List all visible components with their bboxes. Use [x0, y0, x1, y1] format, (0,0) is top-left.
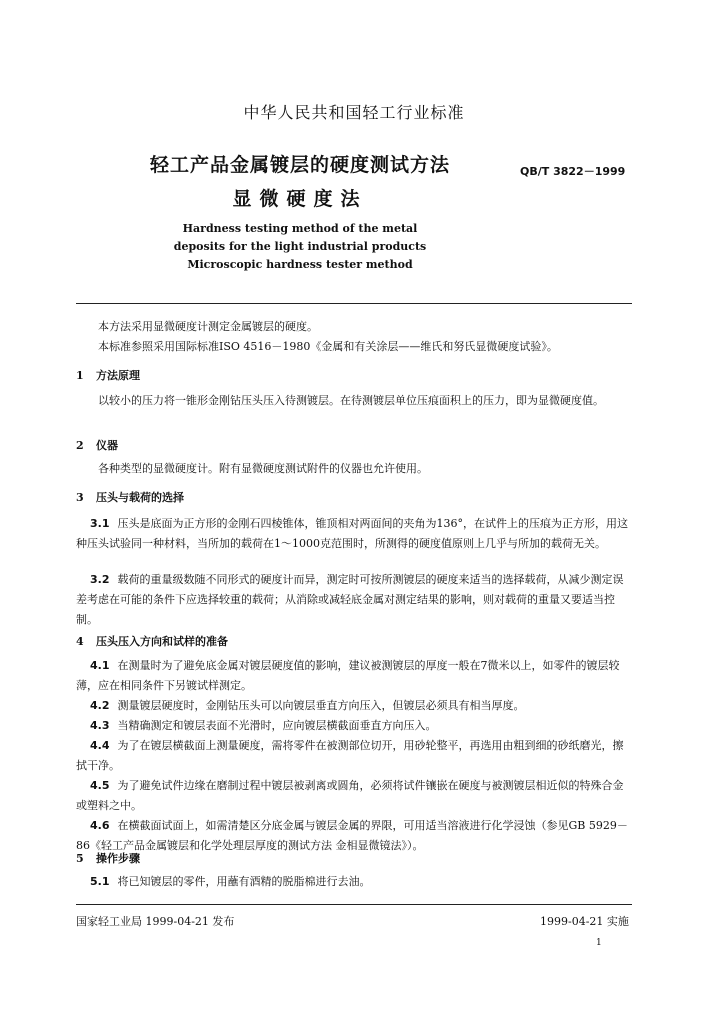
- title-en-line-1: Hardness testing method of the metal: [182, 222, 418, 235]
- section-3-heading: [76, 489, 184, 505]
- clause-text: 在横截面试面上，如需清楚区分底金属与镀层金属的界限，可用适当溶液进行化学浸蚀（参见GB 5929－86《轻工产品金属镀层和化学处理层厚度的测试方法 金相显微镜法》）。: [76, 819, 628, 852]
- section-number: 5: [76, 852, 84, 865]
- title-cn-line-2: 显微硬度法: [232, 188, 368, 210]
- clause-3-1: [76, 514, 634, 554]
- section-5-heading: [76, 850, 140, 866]
- clause-text: 测量镀层硬度时，金刚钻压头可以向镀层垂直方向压入，但镀层必须具有相当厚度。: [117, 699, 525, 712]
- clause-4-4: [76, 736, 634, 776]
- section-1-heading: [76, 367, 140, 383]
- clause-number: 4.3: [90, 719, 110, 732]
- clause-5-1: [76, 872, 634, 892]
- header-rule: [76, 303, 632, 304]
- clause-text: 将已知镀层的零件，用蘸有酒精的脱脂棉进行去油。: [117, 875, 371, 888]
- intro-paragraph-1: 本方法采用显微硬度计测定金属镀层的硬度。: [98, 320, 318, 333]
- clause-text: 在测量时为了避免底金属对镀层硬度值的影响，建议被测镀层的厚度一般在7微米以上，如零件的镀层较薄，应在相同条件下另镀试样测定。: [76, 659, 620, 692]
- clause-text: 为了在镀层横截面上测量硬度，需将零件在被测部位切开，用砂轮整平，再选用由粗到细的砂纸磨光，擦拭干净。: [76, 739, 624, 772]
- clause-number: 4.4: [90, 739, 110, 752]
- clause-4-5: [76, 776, 634, 816]
- page-number: 1: [596, 938, 602, 948]
- issue-date: 国家轻工业局 1999-04-21 发布: [76, 915, 235, 928]
- section-2-text: 各种类型的显微硬度计。附有显微硬度测试附件的仪器也允许使用。: [98, 462, 428, 475]
- clause-4-2: [76, 696, 634, 716]
- clause-number: 4.6: [90, 819, 110, 832]
- footer-rule: [76, 904, 632, 905]
- title-en-line-2: deposits for the light industrial products: [173, 240, 427, 253]
- clause-text: 载荷的重量级数随不同形式的硬度计而异，测定时可按所测镀层的硬度来适当的选择载荷，从减少测定误差考虑在可能的条件下应选择较重的载荷；从消除或减轻底金属对测定结果的影响，则对载荷的重量又要适当控制。: [76, 573, 624, 626]
- section-title: 压头与载荷的选择: [96, 491, 184, 504]
- section-4-heading: [76, 633, 228, 649]
- clause-number: 4.2: [90, 699, 110, 712]
- clause-number: 5.1: [90, 875, 110, 888]
- section-title: 操作步骤: [96, 852, 140, 865]
- intro-paragraph-2: 本标准参照采用国际标准ISO 4516－1980《金属和有关涂层——维氏和努氏显微硬度试验》。: [98, 340, 558, 353]
- clause-4-3: [76, 716, 634, 736]
- standard-number: QB/T 3822－1999: [520, 165, 626, 178]
- standard-category-header: 中华人民共和国轻工行业标准: [243, 103, 465, 122]
- clause-text: 压头是底面为正方形的金刚石四棱锥体，锥顶相对两面间的夹角为136°，在试件上的压痕为正方形，用这种压头试验同一种材料，当所加的载荷在1～1000克范围时，所测得的硬度值原则上几乎与所加的载荷无关。: [76, 517, 628, 550]
- section-number: 1: [76, 369, 84, 382]
- clause-text: 当精确测定和镀层表面不光滑时，应向镀层横截面垂直方向压入。: [117, 719, 437, 732]
- section-number: 2: [76, 439, 84, 452]
- clause-number: 4.5: [90, 779, 110, 792]
- section-title: 方法原理: [96, 369, 140, 382]
- section-number: 3: [76, 491, 84, 504]
- clause-4-1: [76, 656, 634, 696]
- clause-text: 为了避免试件边缘在磨制过程中镀层被剥离或圆角，必须将试件镶嵌在硬度与被测镀层相近似的特殊合金或塑料之中。: [76, 779, 624, 812]
- title-en-line-3: Microscopic hardness tester method: [187, 258, 413, 271]
- clause-4-6: [76, 816, 634, 856]
- section-2-heading: [76, 437, 118, 453]
- clause-number: 4.1: [90, 659, 110, 672]
- section-title: 压头压入方向和试样的准备: [96, 635, 228, 648]
- implementation-date: 1999-04-21 实施: [540, 915, 629, 928]
- section-title: 仪器: [96, 439, 118, 452]
- clause-number: 3.2: [90, 573, 110, 586]
- section-number: 4: [76, 635, 84, 648]
- clause-number: 3.1: [90, 517, 110, 530]
- section-1-text: 以较小的压力将一锥形金刚钻压头压入待测镀层。在待测镀层单位压痕面积上的压力，即为显微硬度值。: [98, 394, 604, 407]
- title-cn-line-1: 轻工产品金属镀层的硬度测试方法: [149, 154, 450, 176]
- clause-3-2: [76, 570, 634, 630]
